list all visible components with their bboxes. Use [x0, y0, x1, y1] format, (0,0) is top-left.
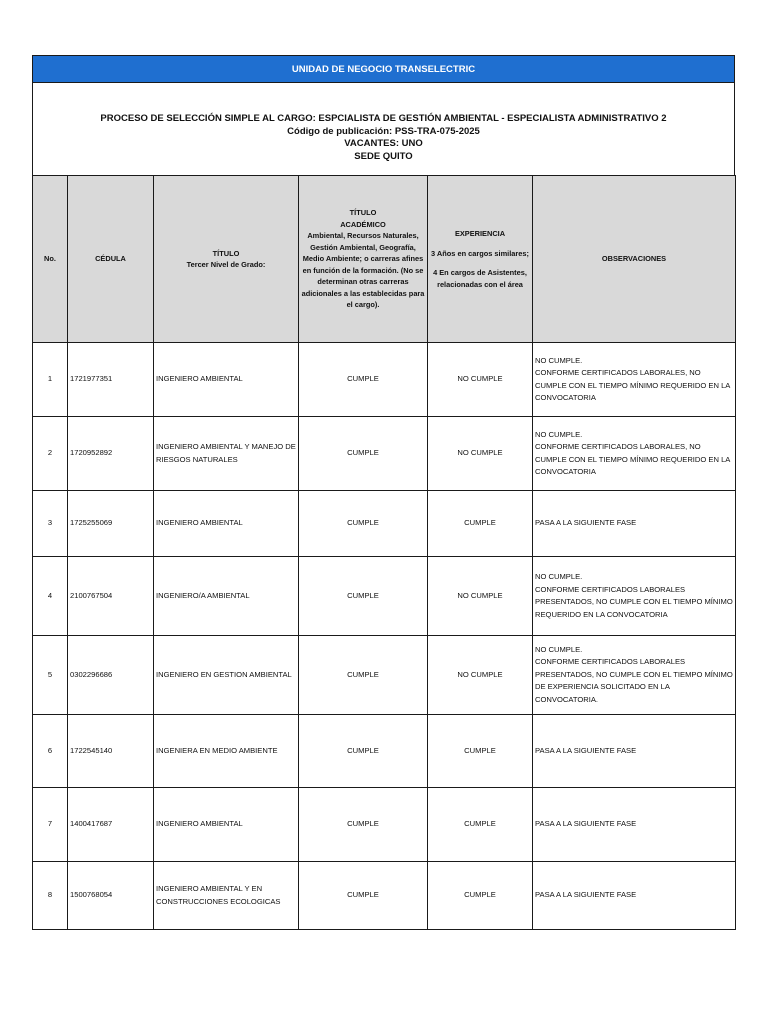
experiencia-header-req1: 3 Años en cargos similares;: [431, 248, 529, 258]
row-titulo: INGENIERO AMBIENTAL: [154, 491, 299, 557]
row-titulo: INGENIERA EN MEDIO AMBIENTE: [154, 715, 299, 788]
column-header-observaciones: OBSERVACIONES: [533, 176, 736, 343]
row-experiencia-status: NO CUMPLE: [428, 636, 533, 715]
row-academico-status: CUMPLE: [299, 557, 428, 636]
table-header-row: [33, 176, 736, 343]
row-academico-status: CUMPLE: [299, 636, 428, 715]
row-cedula: 2100767504: [68, 557, 154, 636]
table-row: [33, 343, 736, 417]
row-no: 8: [33, 862, 68, 930]
row-observaciones: [533, 491, 736, 557]
observation-line: NO CUMPLE.: [535, 572, 583, 581]
observation-line: CONFORME CERTIFICADOS LABORALES PRESENTADOS, NO CUMPLE CON EL TIEMPO MÍNIMO DE EXPERIENCIA SOLICITADO EN LA CONVOCATORIA.: [535, 657, 733, 704]
observation-line: PASA A LA SIGUIENTE FASE: [535, 819, 637, 829]
row-no: 3: [33, 491, 68, 557]
column-header-experiencia: [428, 176, 533, 343]
row-no: 6: [33, 715, 68, 788]
column-header-cedula: CÉDULA: [68, 176, 154, 343]
table-row: [33, 715, 736, 788]
row-experiencia-status: CUMPLE: [428, 491, 533, 557]
observation-line: CONFORME CERTIFICADOS LABORALES, NO CUMPLE CON EL TIEMPO MÍNIMO REQUERIDO EN LA CONVOCATORIA: [535, 368, 730, 402]
experiencia-header-req2: 4 En cargos de Asistentes, relacionadas con el área: [433, 268, 527, 289]
titulo-header-label: TÍTULO: [212, 248, 240, 258]
row-academico-status: CUMPLE: [299, 343, 428, 417]
row-observaciones: [533, 788, 736, 862]
row-cedula: 1400417687: [68, 788, 154, 862]
row-titulo: INGENIERO AMBIENTAL: [154, 788, 299, 862]
observation-line: NO CUMPLE.: [535, 644, 583, 654]
row-no: 1: [33, 343, 68, 417]
row-experiencia-status: NO CUMPLE: [428, 343, 533, 417]
observation-line: PASA A LA SIGUIENTE FASE: [535, 745, 637, 755]
row-academico-status: CUMPLE: [299, 715, 428, 788]
row-cedula: 0302296686: [68, 636, 154, 715]
row-no: 7: [33, 788, 68, 862]
titulo-header-sub: Tercer Nivel de Grado:: [186, 260, 266, 269]
row-observaciones: [533, 343, 736, 417]
experiencia-header-label: EXPERIENCIA: [454, 229, 506, 238]
process-heading: [32, 83, 735, 175]
row-experiencia-status: CUMPLE: [428, 788, 533, 862]
column-header-academico: [299, 176, 428, 343]
row-cedula: 1720952892: [68, 417, 154, 491]
table-row: [33, 788, 736, 862]
row-experiencia-status: NO CUMPLE: [428, 417, 533, 491]
row-titulo: INGENIERO AMBIENTAL Y EN CONSTRUCCIONES ECOLOGICAS: [154, 862, 299, 930]
row-no: 2: [33, 417, 68, 491]
column-header-no: No.: [33, 176, 68, 343]
candidates-table: [32, 175, 736, 930]
table-row: [33, 862, 736, 930]
row-cedula: 1721977351: [68, 343, 154, 417]
results-sheet: [32, 55, 735, 930]
row-experiencia-status: NO CUMPLE: [428, 557, 533, 636]
table-row: [33, 636, 736, 715]
row-no: 5: [33, 636, 68, 715]
row-observaciones: [533, 417, 736, 491]
observation-line: PASA A LA SIGUIENTE FASE: [535, 518, 637, 528]
row-academico-status: CUMPLE: [299, 491, 428, 557]
row-observaciones: [533, 636, 736, 715]
row-academico-status: CUMPLE: [299, 862, 428, 930]
row-cedula: 1722545140: [68, 715, 154, 788]
row-observaciones: [533, 557, 736, 636]
row-no: 4: [33, 557, 68, 636]
observation-line: CONFORME CERTIFICADOS LABORALES, NO CUMPLE CON EL TIEMPO MÍNIMO REQUERIDO EN LA CONVOCATORIA: [535, 442, 730, 476]
process-title: PROCESO DE SELECCIÓN SIMPLE AL CARGO: ESPCIALISTA DE GESTIÓN AMBIENTAL - ESPECIALISTA ADMINISTRATIVO 2: [100, 113, 667, 124]
row-titulo: INGENIERO EN GESTION AMBIENTAL: [154, 636, 299, 715]
row-cedula: 1725255069: [68, 491, 154, 557]
business-unit-banner: UNIDAD DE NEGOCIO TRANSELECTRIC: [32, 55, 735, 83]
row-titulo: INGENIERO/A AMBIENTAL: [154, 557, 299, 636]
office-location: SEDE QUITO: [354, 150, 413, 162]
row-academico-status: CUMPLE: [299, 417, 428, 491]
academico-header-detail: Ambiental, Recursos Naturales, Gestión Ambiental, Geografía, Medio Ambiente; o carreras afines en función de la formación. (No se determinan otras carreras adicionales a las establecidas para el cargo).: [301, 231, 425, 310]
column-header-titulo: [154, 176, 299, 343]
row-observaciones: [533, 862, 736, 930]
row-experiencia-status: CUMPLE: [428, 862, 533, 930]
observation-line: CONFORME CERTIFICADOS LABORALES PRESENTADOS, NO CUMPLE CON EL TIEMPO MÍNIMO REQUERIDO EN LA CONVOCATORIA: [535, 584, 733, 619]
observation-line: NO CUMPLE.: [535, 355, 583, 365]
observation-line: NO CUMPLE.: [535, 429, 583, 439]
academico-header-line2: ACADÉMICO: [340, 219, 386, 229]
vacancies: VACANTES: UNO: [344, 138, 423, 149]
row-titulo: INGENIERO AMBIENTAL: [154, 343, 299, 417]
table-row: [33, 417, 736, 491]
observation-line: PASA A LA SIGUIENTE FASE: [535, 890, 637, 900]
table-row: [33, 491, 736, 557]
publication-code: Código de publicación: PSS-TRA-075-2025: [287, 125, 480, 137]
row-experiencia-status: CUMPLE: [428, 715, 533, 788]
academico-header-line1: TÍTULO: [349, 208, 377, 218]
row-titulo: INGENIERO AMBIENTAL Y MANEJO DE RIESGOS NATURALES: [154, 417, 299, 491]
row-observaciones: [533, 715, 736, 788]
row-academico-status: CUMPLE: [299, 788, 428, 862]
row-cedula: 1500768054: [68, 862, 154, 930]
table-row: [33, 557, 736, 636]
